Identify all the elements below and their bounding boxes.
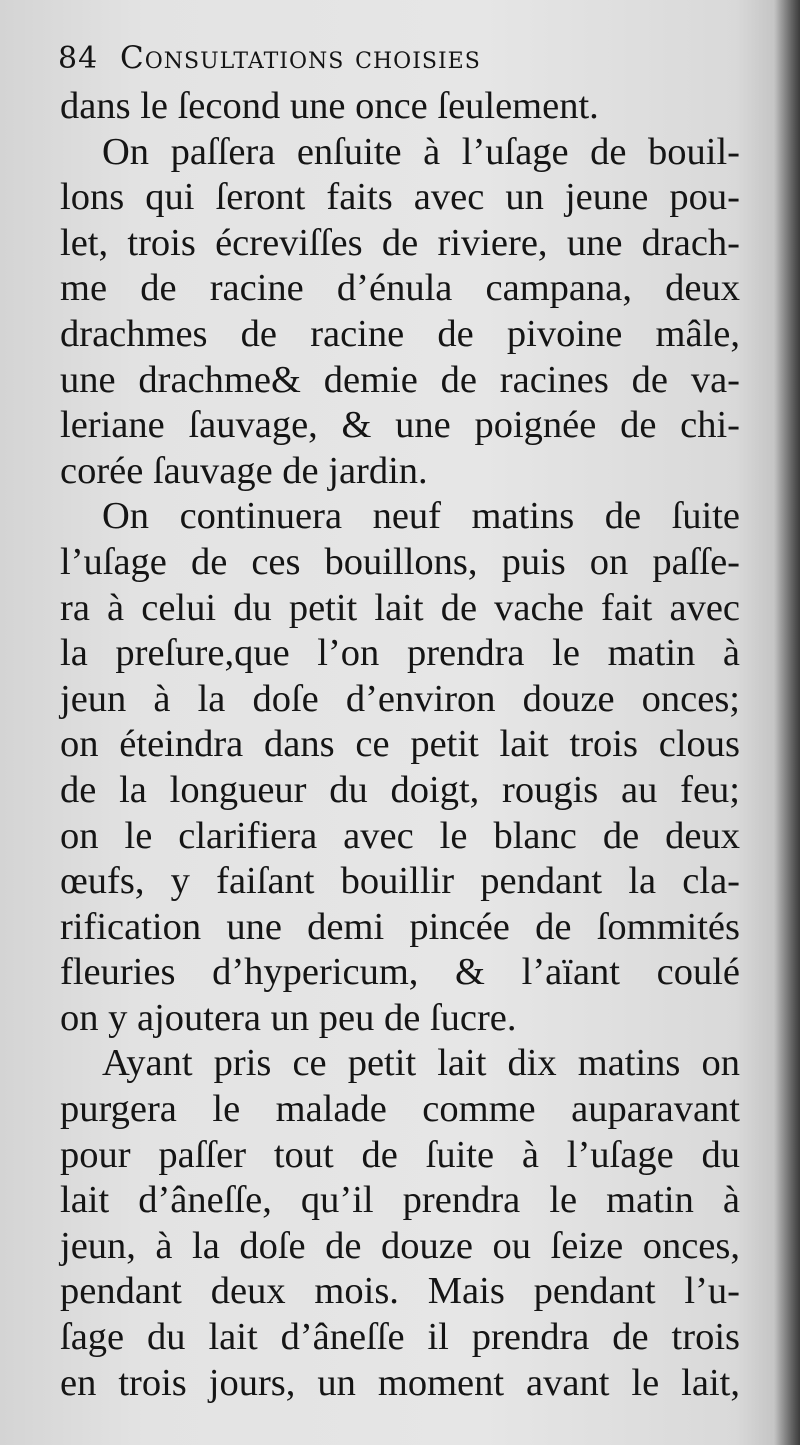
text-line: en trois jours, un moment avant le lait, — [60, 1361, 740, 1404]
text-line: de la longueur du doigt, rougis au feu; — [60, 768, 740, 811]
page-gutter-shadow — [774, 0, 800, 1445]
text-line: jeun, à la doſe de douze ou ſeize onces, — [60, 1224, 740, 1267]
text-line: on le clarifiera avec le blanc de deux — [60, 814, 740, 857]
text-line: pendant deux mois. Mais pendant l’u- — [60, 1270, 740, 1313]
text-line: l’uſage de ces bouillons, puis on paſſe- — [60, 540, 740, 583]
running-title: Consultations choisies — [120, 40, 481, 76]
text-line: jeun à la doſe d’environ douze onces; — [60, 677, 740, 720]
text-line: la preſure,que l’on prendra le matin à — [60, 632, 740, 675]
text-line: dans le ſecond une once ſeulement. — [60, 85, 599, 127]
running-header — [58, 40, 738, 76]
text-line: leriane ſauvage, & une poignée de chi- — [60, 404, 740, 447]
text-line: lait d’âneſſe, qu’il prendra le matin à — [60, 1179, 740, 1222]
page-body-text — [60, 84, 740, 1406]
text-line: ſage du lait d’âneſſe il prendra de trois — [60, 1316, 740, 1359]
text-line: me de racine d’énula campana, deux — [60, 267, 740, 310]
text-line: on y ajoutera un peu de ſucre. — [60, 996, 517, 1039]
text-line: ra à celui du petit lait de vache fait avec — [60, 586, 740, 629]
text-line: Ayant pris ce petit lait dix matins on — [102, 1042, 740, 1085]
text-line: rification une demi pincée de ſommités — [60, 905, 740, 948]
text-line: pour paſſer tout de ſuite à l’uſage du — [60, 1133, 740, 1176]
text-line: corée ſauvage de jardin. — [60, 449, 428, 492]
text-line: On paſſera enſuite à l’uſage de bouil- — [102, 130, 740, 173]
text-line: drachmes de racine de pivoine mâle, — [60, 312, 740, 355]
text-line: on éteindra dans ce petit lait trois clous — [60, 723, 740, 766]
text-line: fleuries d’hypericum, & l’aïant coulé — [60, 951, 740, 994]
text-line: On continuera neuf matins de ſuite — [102, 495, 740, 538]
text-line: œufs, y faiſant bouillir pendant la cla- — [60, 860, 740, 903]
text-line: purgera le malade comme auparavant — [60, 1088, 740, 1131]
text-line: une drachme& demie de racines de va- — [60, 358, 740, 401]
text-line: lons qui ſeront faits avec un jeune pou- — [60, 176, 740, 219]
text-line: let, trois écreviſſes de riviere, une drach- — [60, 221, 740, 264]
page-number: 84 — [58, 41, 99, 76]
